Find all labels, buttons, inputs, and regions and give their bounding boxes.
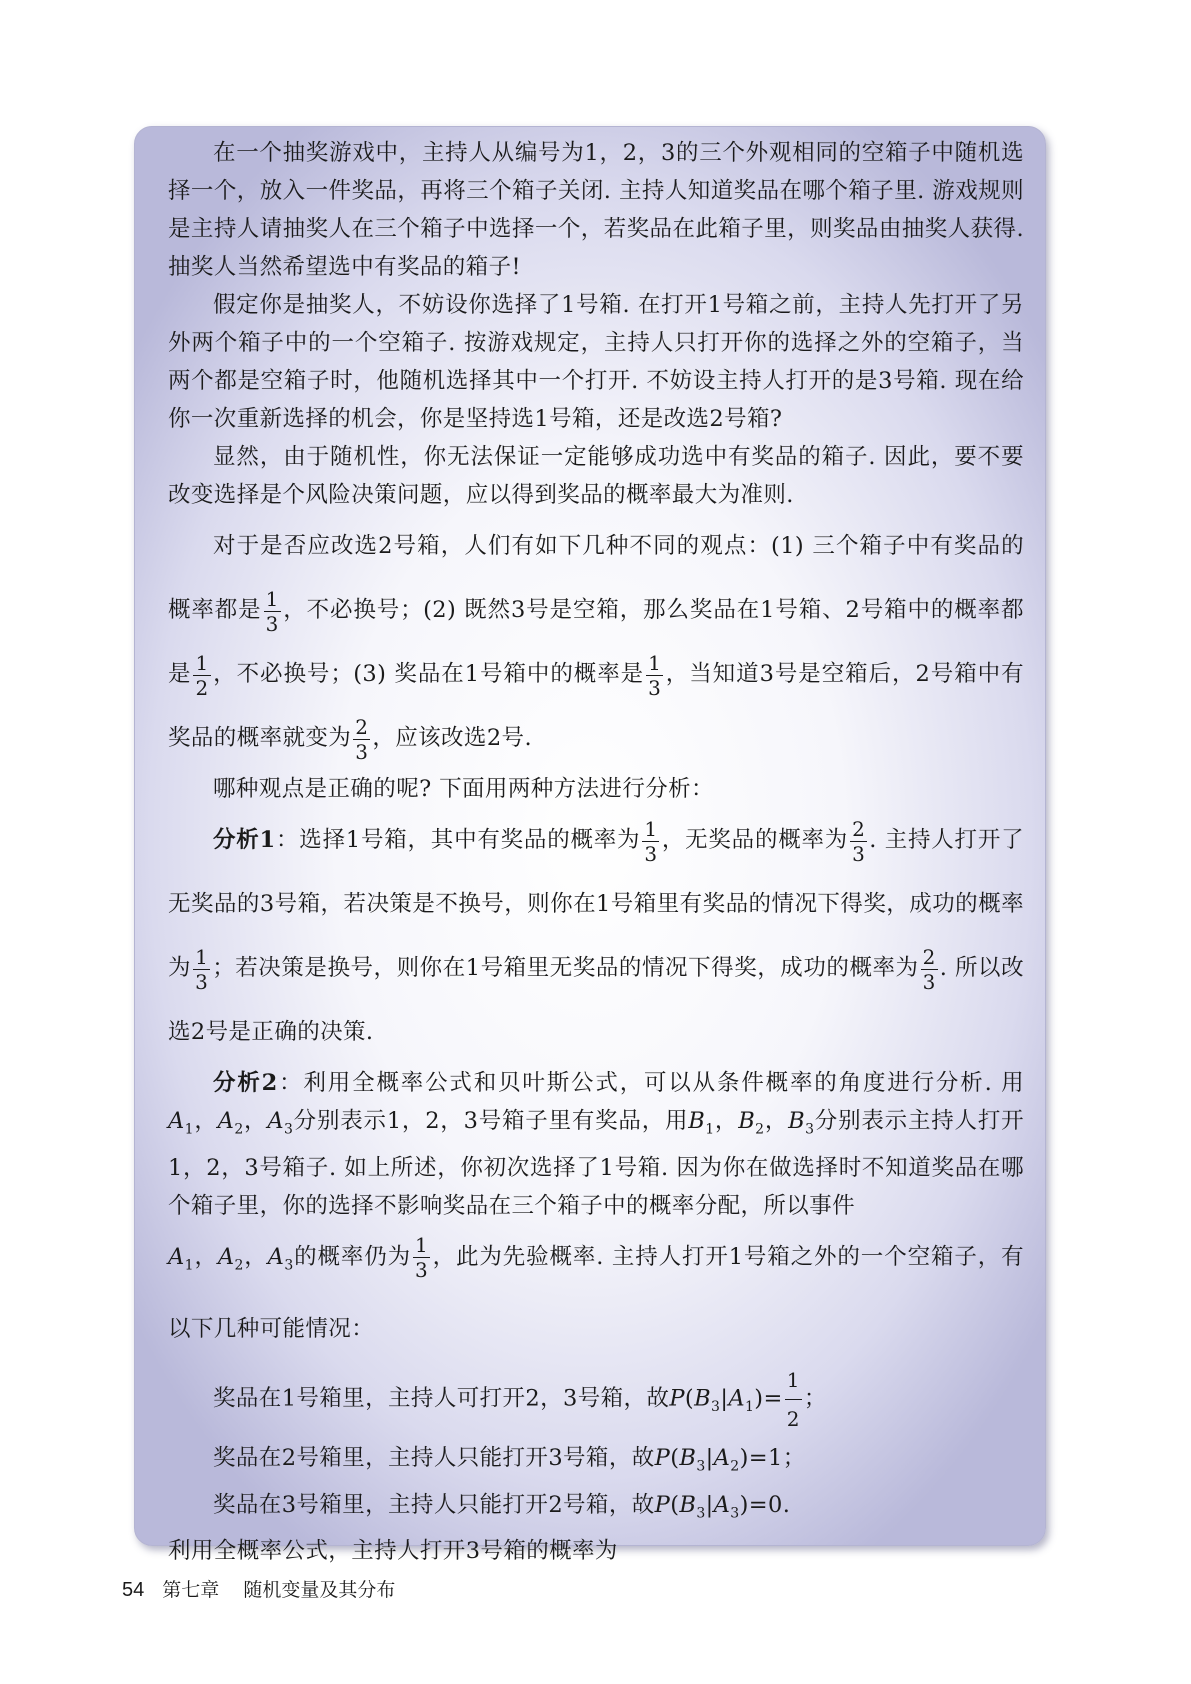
fraction-one-half: $\frac{1}{2}$ xyxy=(195,650,209,700)
fraction-one-third: $\frac{1}{3}$ xyxy=(195,944,209,994)
analysis-2-text-d: 的概率仍为 xyxy=(293,1243,411,1270)
analysis-1-text-a: ：选择1号箱，其中有奖品的概率为 xyxy=(275,827,641,853)
math-B: B xyxy=(688,1108,706,1134)
analysis-2-text-e: ，此为先验概率. 主持人打开1号箱之外的一个空箱子，有以下几种可能情况： xyxy=(168,1243,1024,1342)
case-1: 奖品在1号箱里，主持人可打开2，3号箱，故$P(B_3|A_1)=$ $\frac{1}{2}$ ； xyxy=(168,1361,1024,1439)
case-2-text: 奖品在2号箱里，主持人只能打开3号箱，故 xyxy=(213,1445,655,1471)
analysis-1 xyxy=(168,808,1024,1064)
analysis-1-text-b: ，无奖品的概率为 xyxy=(661,827,849,853)
analysis-2-text-a: ：利用全概率公式和贝叶斯公式，可以从条件概率的角度进行分析. 用 xyxy=(277,1070,1025,1096)
paragraph-4-text-d: ，当知道3号是空箱后，2号箱中有奖品的概率就变为 xyxy=(168,661,1024,751)
paragraph-2: 假定你是抽奖人，不妨设你选择了1号箱. 在打开1号箱之前，主持人先打开了另外两个箱子中的一个空箱子. 按游戏规定，主持人只打开你的选择之外的空箱子，当两个都是空箱子时，他随机选择其中一个打开. 不妨设主持人打开的是3号箱. 现在给你一次重新选择的机会，你是坚持选1号箱，还是改选2号箱? xyxy=(168,292,1024,432)
fraction-one-third: $\frac{1}{3}$ xyxy=(644,816,658,866)
analysis-2-continued: $A_1$，$A_2$，$A_3$的概率仍为 $\frac{1}{3}$ ，此为先验概率. 主持人打开1号箱之外的一个空箱子，有以下几种可能情况： xyxy=(168,1233,1024,1342)
page-footer xyxy=(122,1578,395,1602)
paragraph-4-text-c: ，不必换号；(3) 奖品在1号箱中的概率是 xyxy=(212,661,645,687)
analysis-1-label: 分析1 xyxy=(213,827,276,853)
paragraph-4-text-e: ，应该改选2号. xyxy=(372,725,532,751)
chapter-number: 第七章 xyxy=(162,1579,220,1601)
page-number: 54 xyxy=(122,1579,145,1601)
analysis-2-text-c: 分别表示主持人打开1，2，3号箱子. 如上所述，你初次选择了1号箱. 因为你在做选择时不知道奖品在哪个箱子里，你的选择不影响奖品在三个箱子中的概率分配，所以事件 xyxy=(168,1108,1025,1219)
case-1-text: 奖品在1号箱里，主持人可打开2，3号箱，故 xyxy=(213,1385,670,1412)
fraction-two-thirds: $\frac{2}{3}$ xyxy=(852,816,866,866)
paragraph-3: 显然，由于随机性，你无法保证一定能够成功选中有奖品的箱子. 因此，要不要改变选择是个风险决策问题，应以得到奖品的概率最大为准则. xyxy=(168,444,1024,508)
fraction-two-thirds: $\frac{2}{3}$ xyxy=(355,714,369,764)
analysis-2: 分析2：利用全概率公式和贝叶斯公式，可以从条件概率的角度进行分析. 用$A_1$，$A_2$，$A_3$分别表示1，2，3号箱子里有奖品，用$B_1$，$B_2$，$B_3$分别表示主持人打开1，2，3号箱子. 如上所述，你初次选择了1号箱. 因为你在做选择时不知道奖品在哪个箱子里，你的选择不影响奖品在三个箱子中的概率分配，所以事件 xyxy=(168,1070,1025,1219)
case-3: 奖品在3号箱里，主持人只能打开2号箱，故$P(B_3|A_3)=0$. xyxy=(213,1491,791,1521)
analysis-1-text-d: ；若决策是换号，则你在1号箱里无奖品的情况下得奖，成功的概率为 xyxy=(212,955,919,981)
chapter-title: 随机变量及其分布 xyxy=(243,1579,396,1601)
fraction-one-third: $\frac{1}{3}$ xyxy=(648,650,662,700)
paragraph-4-text-a: 对于是否应改选2号箱，人们有如下几种不同的观点：(1) 三个箱子中有奖品的概率都是 xyxy=(168,533,1024,623)
analysis-1-text-e: . 所以改选2号是正确的决策. xyxy=(168,955,1024,1045)
math-A: A xyxy=(168,1108,185,1134)
paragraph-4 xyxy=(168,514,1024,770)
paragraph-5: 哪种观点是正确的呢? 下面用两种方法进行分析： xyxy=(213,776,714,802)
case-2: 奖品在2号箱里，主持人只能打开3号箱，故$P(B_3|A_2)=1$； xyxy=(213,1445,806,1475)
paragraph-4-text-b: ，不必换号；(2) 既然3号是空箱，那么奖品在1号箱、2号箱中的概率都是 xyxy=(168,597,1024,687)
case-3-text: 奖品在3号箱里，主持人只能打开2号箱，故 xyxy=(213,1491,655,1518)
main-text xyxy=(168,134,1024,1570)
analysis-2-label: 分析2 xyxy=(213,1070,278,1096)
analysis-1-text-c: . 主持人打开了无奖品的3号箱，若决策是不换号，则你在1号箱里有奖品的情况下得奖，成功的概率为 xyxy=(168,827,1025,981)
fraction-one-half: $\frac{1}{2}$ xyxy=(785,1361,802,1438)
total-probability-line: 利用全概率公式，主持人打开3号箱的概率为 xyxy=(168,1538,618,1564)
fraction-two-thirds: $\frac{2}{3}$ xyxy=(922,944,936,994)
fraction-one-third: $\frac{1}{3}$ xyxy=(415,1233,429,1282)
fraction-one-third: $\frac{1}{3}$ xyxy=(265,586,279,636)
paragraph-1: 在一个抽奖游戏中，主持人从编号为1，2，3的三个外观相同的空箱子中随机选择一个，放入一件奖品，再将三个箱子关闭. 主持人知道奖品在哪个箱子里. 游戏规则是主持人请抽奖人在三个箱子中选择一个，若奖品在此箱子里，则奖品由抽奖人获得. 抽奖人当然希望选中有奖品的箱子! xyxy=(168,140,1024,280)
analysis-2-text-b: 分别表示1，2，3号箱子里有奖品，用 xyxy=(293,1108,689,1134)
